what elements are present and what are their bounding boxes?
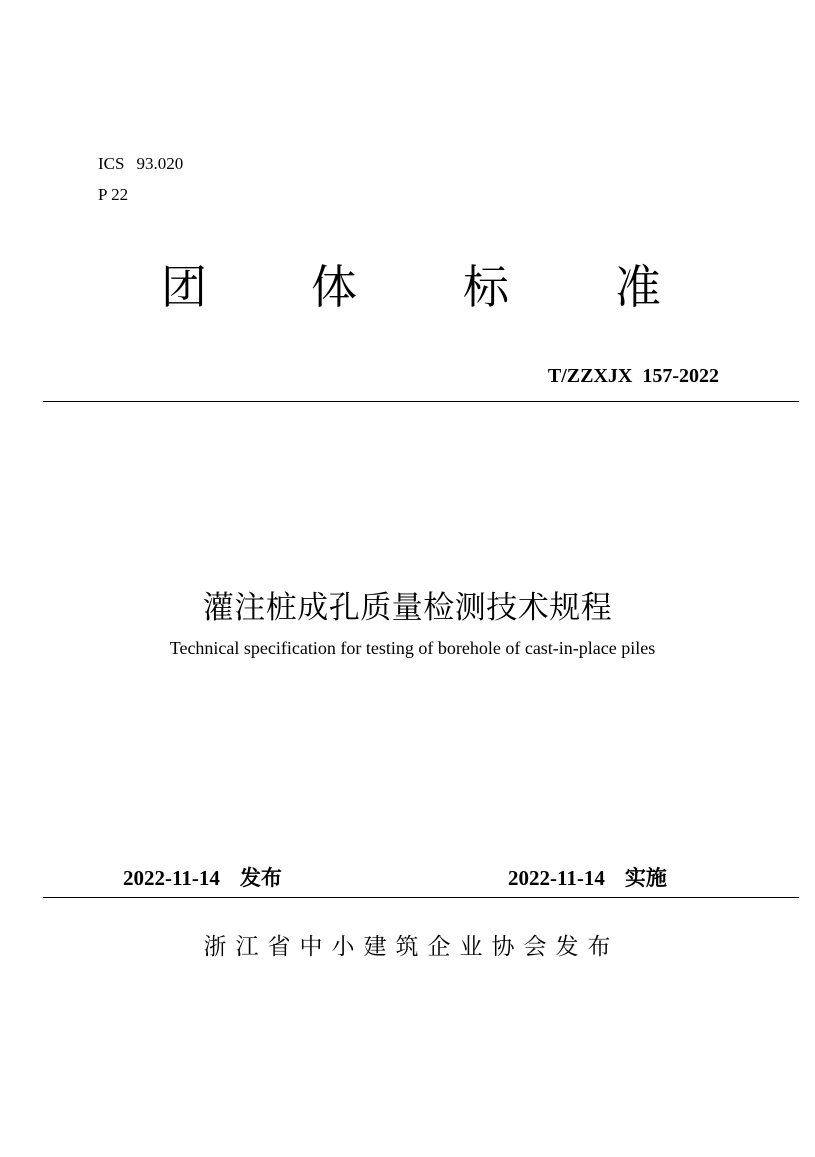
bottom-divider [43,897,799,898]
implement-label: 实施 [624,866,667,890]
issue-date: 2022-11-14 [123,866,220,890]
top-divider [43,401,799,402]
ics-label: ICS [98,154,125,173]
ics-classification [98,154,183,174]
standard-type-char: 准 [615,260,661,314]
standard-type-heading [0,257,815,317]
issue-date-block [123,862,282,892]
standard-number: T/ZZXJX 157-2022 [547,365,719,387]
ccs-classification: P 22 [98,185,129,204]
implement-date-block [508,862,667,892]
standard-type-char: 体 [311,260,357,314]
standard-type-char: 团 [161,260,207,314]
ics-code: 93.020 [136,154,184,173]
implement-date: 2022-11-14 [508,866,605,890]
title-english: Technical specification for testing of borehole of cast-in-place piles [169,638,656,658]
standard-type-char: 标 [463,260,509,314]
title-chinese: 灌注桩成孔质量检测技术规程 [202,590,613,626]
issue-label: 发布 [239,866,282,890]
issuing-organization: 浙江省中小建筑企业协会发布 [203,934,620,960]
